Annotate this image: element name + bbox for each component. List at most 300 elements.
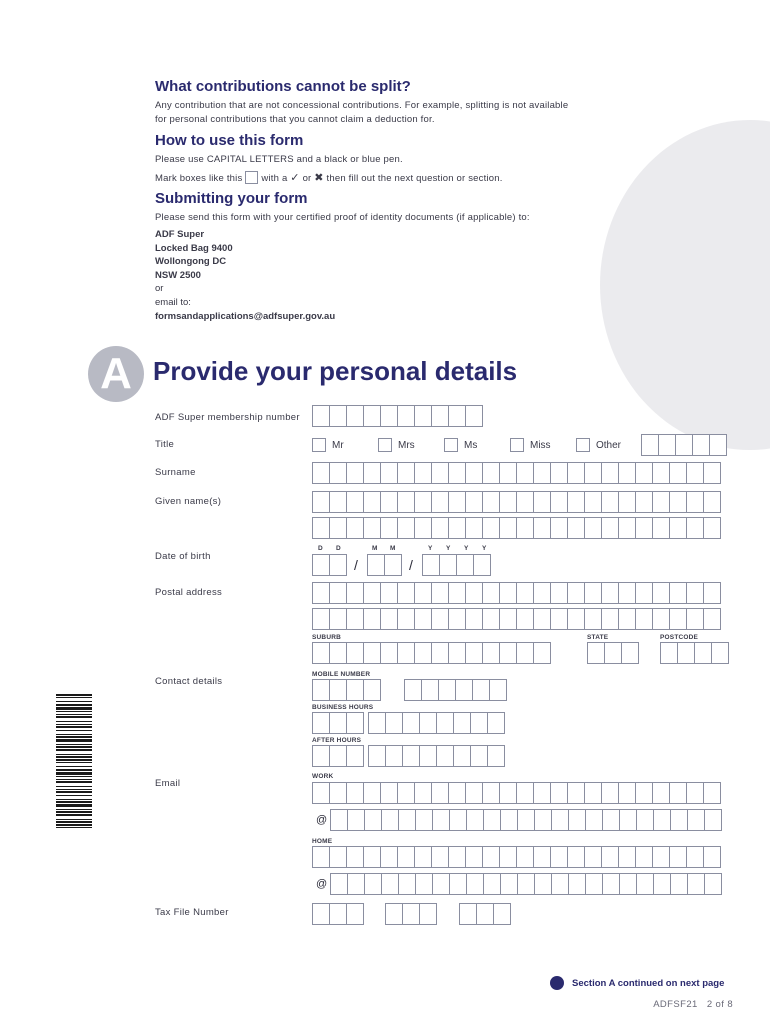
- char-box[interactable]: [533, 517, 551, 539]
- title-option-miss[interactable]: [510, 438, 551, 452]
- char-box[interactable]: [432, 809, 450, 831]
- char-box[interactable]: [692, 434, 710, 456]
- char-box[interactable]: [414, 642, 432, 664]
- char-box[interactable]: [431, 846, 449, 868]
- title-checkbox[interactable]: [378, 438, 392, 452]
- char-box[interactable]: [346, 679, 364, 701]
- char-box[interactable]: [533, 608, 551, 630]
- char-box[interactable]: [687, 809, 705, 831]
- home-email-input-1[interactable]: [312, 846, 721, 868]
- char-box[interactable]: [385, 712, 403, 734]
- char-box[interactable]: [329, 462, 347, 484]
- suburb-input[interactable]: [312, 642, 551, 664]
- char-box[interactable]: [419, 745, 437, 767]
- char-box[interactable]: [363, 642, 381, 664]
- char-box[interactable]: [381, 873, 399, 895]
- char-box[interactable]: [385, 745, 403, 767]
- char-box[interactable]: [636, 809, 654, 831]
- char-box[interactable]: [621, 642, 639, 664]
- char-box[interactable]: [414, 846, 432, 868]
- char-box[interactable]: [384, 554, 402, 576]
- char-box[interactable]: [516, 782, 534, 804]
- char-box[interactable]: [669, 462, 687, 484]
- char-box[interactable]: [381, 809, 399, 831]
- char-box[interactable]: [414, 405, 432, 427]
- char-box[interactable]: [499, 846, 517, 868]
- char-box[interactable]: [686, 582, 704, 604]
- char-box[interactable]: [482, 582, 500, 604]
- char-box[interactable]: [658, 434, 676, 456]
- char-box[interactable]: [346, 642, 364, 664]
- char-box[interactable]: [567, 608, 585, 630]
- char-box[interactable]: [652, 491, 670, 513]
- char-box[interactable]: [402, 745, 420, 767]
- title-checkbox[interactable]: [312, 438, 326, 452]
- char-box[interactable]: [669, 782, 687, 804]
- char-box[interactable]: [465, 642, 483, 664]
- char-box[interactable]: [397, 608, 415, 630]
- char-box[interactable]: [584, 491, 602, 513]
- char-box[interactable]: [584, 608, 602, 630]
- char-box[interactable]: [312, 554, 330, 576]
- char-box[interactable]: [618, 846, 636, 868]
- char-box[interactable]: [499, 608, 517, 630]
- char-box[interactable]: [414, 491, 432, 513]
- char-box[interactable]: [652, 517, 670, 539]
- char-box[interactable]: [703, 491, 721, 513]
- char-box[interactable]: [431, 782, 449, 804]
- char-box[interactable]: [421, 679, 439, 701]
- char-box[interactable]: [499, 582, 517, 604]
- char-box[interactable]: [635, 462, 653, 484]
- char-box[interactable]: [641, 434, 659, 456]
- char-box[interactable]: [635, 517, 653, 539]
- char-box[interactable]: [703, 517, 721, 539]
- char-box[interactable]: [422, 554, 440, 576]
- title-other-input[interactable]: [641, 434, 727, 456]
- char-box[interactable]: [482, 846, 500, 868]
- char-box[interactable]: [329, 608, 347, 630]
- char-box[interactable]: [601, 517, 619, 539]
- char-box[interactable]: [550, 462, 568, 484]
- char-box[interactable]: [550, 582, 568, 604]
- char-box[interactable]: [455, 679, 473, 701]
- char-box[interactable]: [686, 846, 704, 868]
- char-box[interactable]: [635, 608, 653, 630]
- char-box[interactable]: [487, 712, 505, 734]
- after-hours-area-input[interactable]: [312, 745, 364, 767]
- char-box[interactable]: [660, 642, 678, 664]
- char-box[interactable]: [470, 712, 488, 734]
- char-box[interactable]: [448, 491, 466, 513]
- char-box[interactable]: [602, 873, 620, 895]
- char-box[interactable]: [686, 782, 704, 804]
- char-box[interactable]: [312, 582, 330, 604]
- char-box[interactable]: [431, 642, 449, 664]
- char-box[interactable]: [604, 642, 622, 664]
- char-box[interactable]: [346, 782, 364, 804]
- char-box[interactable]: [368, 712, 386, 734]
- dob-day-input[interactable]: [312, 554, 347, 576]
- char-box[interactable]: [517, 873, 535, 895]
- char-box[interactable]: [397, 642, 415, 664]
- char-box[interactable]: [470, 745, 488, 767]
- char-box[interactable]: [397, 462, 415, 484]
- char-box[interactable]: [694, 642, 712, 664]
- membership-number-input[interactable]: [312, 405, 483, 427]
- char-box[interactable]: [585, 809, 603, 831]
- char-box[interactable]: [347, 873, 365, 895]
- char-box[interactable]: [465, 517, 483, 539]
- char-box[interactable]: [380, 517, 398, 539]
- char-box[interactable]: [653, 809, 671, 831]
- char-box[interactable]: [363, 405, 381, 427]
- char-box[interactable]: [516, 846, 534, 868]
- char-box[interactable]: [448, 782, 466, 804]
- char-box[interactable]: [669, 517, 687, 539]
- char-box[interactable]: [551, 873, 569, 895]
- work-email-input-1[interactable]: [312, 782, 721, 804]
- char-box[interactable]: [669, 608, 687, 630]
- char-box[interactable]: [436, 712, 454, 734]
- char-box[interactable]: [533, 846, 551, 868]
- title-checkbox[interactable]: [444, 438, 458, 452]
- char-box[interactable]: [431, 517, 449, 539]
- char-box[interactable]: [364, 809, 382, 831]
- char-box[interactable]: [533, 582, 551, 604]
- char-box[interactable]: [367, 554, 385, 576]
- given-names-input-1[interactable]: [312, 491, 721, 513]
- char-box[interactable]: [652, 846, 670, 868]
- char-box[interactable]: [380, 491, 398, 513]
- char-box[interactable]: [414, 462, 432, 484]
- title-option-other[interactable]: [576, 438, 621, 452]
- char-box[interactable]: [363, 582, 381, 604]
- char-box[interactable]: [312, 491, 330, 513]
- char-box[interactable]: [618, 582, 636, 604]
- char-box[interactable]: [687, 873, 705, 895]
- char-box[interactable]: [459, 903, 477, 925]
- char-box[interactable]: [438, 679, 456, 701]
- char-box[interactable]: [414, 582, 432, 604]
- char-box[interactable]: [329, 846, 347, 868]
- char-box[interactable]: [516, 491, 534, 513]
- char-box[interactable]: [312, 517, 330, 539]
- char-box[interactable]: [567, 846, 585, 868]
- char-box[interactable]: [636, 873, 654, 895]
- char-box[interactable]: [368, 745, 386, 767]
- char-box[interactable]: [482, 642, 500, 664]
- char-box[interactable]: [533, 642, 551, 664]
- char-box[interactable]: [601, 491, 619, 513]
- char-box[interactable]: [618, 608, 636, 630]
- char-box[interactable]: [397, 782, 415, 804]
- char-box[interactable]: [618, 462, 636, 484]
- char-box[interactable]: [312, 642, 330, 664]
- char-box[interactable]: [329, 745, 347, 767]
- char-box[interactable]: [568, 809, 586, 831]
- char-box[interactable]: [473, 554, 491, 576]
- char-box[interactable]: [652, 462, 670, 484]
- char-box[interactable]: [329, 405, 347, 427]
- tfn-input-3[interactable]: [459, 903, 511, 925]
- char-box[interactable]: [601, 608, 619, 630]
- char-box[interactable]: [380, 462, 398, 484]
- char-box[interactable]: [312, 462, 330, 484]
- business-area-input[interactable]: [312, 712, 364, 734]
- dob-year-input[interactable]: [422, 554, 491, 576]
- char-box[interactable]: [476, 903, 494, 925]
- char-box[interactable]: [465, 491, 483, 513]
- char-box[interactable]: [431, 582, 449, 604]
- char-box[interactable]: [312, 608, 330, 630]
- char-box[interactable]: [346, 608, 364, 630]
- char-box[interactable]: [704, 809, 722, 831]
- char-box[interactable]: [448, 642, 466, 664]
- char-box[interactable]: [584, 462, 602, 484]
- char-box[interactable]: [385, 903, 403, 925]
- char-box[interactable]: [436, 745, 454, 767]
- char-box[interactable]: [419, 712, 437, 734]
- char-box[interactable]: [587, 642, 605, 664]
- tfn-input-1[interactable]: [312, 903, 364, 925]
- char-box[interactable]: [363, 608, 381, 630]
- char-box[interactable]: [704, 873, 722, 895]
- char-box[interactable]: [635, 582, 653, 604]
- char-box[interactable]: [453, 712, 471, 734]
- char-box[interactable]: [431, 405, 449, 427]
- char-box[interactable]: [493, 903, 511, 925]
- char-box[interactable]: [567, 462, 585, 484]
- postcode-input[interactable]: [660, 642, 729, 664]
- char-box[interactable]: [516, 517, 534, 539]
- char-box[interactable]: [329, 679, 347, 701]
- char-box[interactable]: [483, 809, 501, 831]
- char-box[interactable]: [448, 462, 466, 484]
- char-box[interactable]: [500, 873, 518, 895]
- char-box[interactable]: [653, 873, 671, 895]
- char-box[interactable]: [329, 903, 347, 925]
- char-box[interactable]: [380, 582, 398, 604]
- char-box[interactable]: [669, 846, 687, 868]
- char-box[interactable]: [329, 517, 347, 539]
- char-box[interactable]: [703, 462, 721, 484]
- char-box[interactable]: [398, 873, 416, 895]
- char-box[interactable]: [312, 782, 330, 804]
- char-box[interactable]: [346, 462, 364, 484]
- mobile-prefix-input[interactable]: [312, 679, 381, 701]
- char-box[interactable]: [380, 846, 398, 868]
- char-box[interactable]: [709, 434, 727, 456]
- char-box[interactable]: [686, 491, 704, 513]
- char-box[interactable]: [346, 712, 364, 734]
- char-box[interactable]: [703, 846, 721, 868]
- char-box[interactable]: [516, 642, 534, 664]
- char-box[interactable]: [618, 782, 636, 804]
- char-box[interactable]: [533, 782, 551, 804]
- char-box[interactable]: [363, 679, 381, 701]
- char-box[interactable]: [397, 491, 415, 513]
- char-box[interactable]: [567, 782, 585, 804]
- title-option-ms[interactable]: [444, 438, 477, 452]
- char-box[interactable]: [500, 809, 518, 831]
- char-box[interactable]: [550, 782, 568, 804]
- char-box[interactable]: [448, 405, 466, 427]
- char-box[interactable]: [482, 517, 500, 539]
- char-box[interactable]: [482, 782, 500, 804]
- char-box[interactable]: [482, 491, 500, 513]
- business-number-input[interactable]: [368, 712, 505, 734]
- char-box[interactable]: [601, 582, 619, 604]
- char-box[interactable]: [465, 405, 483, 427]
- char-box[interactable]: [432, 873, 450, 895]
- char-box[interactable]: [584, 782, 602, 804]
- char-box[interactable]: [534, 873, 552, 895]
- char-box[interactable]: [619, 809, 637, 831]
- char-box[interactable]: [601, 846, 619, 868]
- char-box[interactable]: [686, 517, 704, 539]
- char-box[interactable]: [466, 809, 484, 831]
- char-box[interactable]: [329, 582, 347, 604]
- char-box[interactable]: [448, 846, 466, 868]
- char-box[interactable]: [567, 517, 585, 539]
- char-box[interactable]: [482, 462, 500, 484]
- char-box[interactable]: [466, 873, 484, 895]
- char-box[interactable]: [346, 903, 364, 925]
- char-box[interactable]: [363, 462, 381, 484]
- char-box[interactable]: [449, 873, 467, 895]
- char-box[interactable]: [347, 809, 365, 831]
- char-box[interactable]: [601, 782, 619, 804]
- char-box[interactable]: [482, 608, 500, 630]
- char-box[interactable]: [533, 462, 551, 484]
- dob-month-input[interactable]: [367, 554, 402, 576]
- char-box[interactable]: [703, 582, 721, 604]
- char-box[interactable]: [415, 873, 433, 895]
- char-box[interactable]: [380, 782, 398, 804]
- char-box[interactable]: [567, 491, 585, 513]
- char-box[interactable]: [550, 491, 568, 513]
- char-box[interactable]: [414, 782, 432, 804]
- title-option-mrs[interactable]: [378, 438, 415, 452]
- char-box[interactable]: [703, 782, 721, 804]
- char-box[interactable]: [584, 846, 602, 868]
- char-box[interactable]: [415, 809, 433, 831]
- char-box[interactable]: [618, 517, 636, 539]
- char-box[interactable]: [363, 517, 381, 539]
- char-box[interactable]: [584, 517, 602, 539]
- given-names-input-2[interactable]: [312, 517, 721, 539]
- char-box[interactable]: [380, 405, 398, 427]
- surname-input[interactable]: [312, 462, 721, 484]
- char-box[interactable]: [465, 782, 483, 804]
- char-box[interactable]: [619, 873, 637, 895]
- char-box[interactable]: [364, 873, 382, 895]
- char-box[interactable]: [380, 608, 398, 630]
- char-box[interactable]: [675, 434, 693, 456]
- char-box[interactable]: [312, 712, 330, 734]
- char-box[interactable]: [567, 582, 585, 604]
- char-box[interactable]: [402, 903, 420, 925]
- char-box[interactable]: [516, 608, 534, 630]
- char-box[interactable]: [330, 873, 348, 895]
- char-box[interactable]: [453, 745, 471, 767]
- char-box[interactable]: [635, 846, 653, 868]
- char-box[interactable]: [516, 582, 534, 604]
- char-box[interactable]: [312, 679, 330, 701]
- home-email-input-2[interactable]: [330, 873, 722, 895]
- char-box[interactable]: [465, 608, 483, 630]
- char-box[interactable]: [346, 405, 364, 427]
- char-box[interactable]: [439, 554, 457, 576]
- char-box[interactable]: [456, 554, 474, 576]
- char-box[interactable]: [652, 608, 670, 630]
- char-box[interactable]: [363, 782, 381, 804]
- char-box[interactable]: [487, 745, 505, 767]
- char-box[interactable]: [397, 517, 415, 539]
- mobile-number-input[interactable]: [404, 679, 507, 701]
- char-box[interactable]: [550, 608, 568, 630]
- char-box[interactable]: [329, 491, 347, 513]
- char-box[interactable]: [431, 462, 449, 484]
- char-box[interactable]: [419, 903, 437, 925]
- char-box[interactable]: [312, 903, 330, 925]
- char-box[interactable]: [489, 679, 507, 701]
- char-box[interactable]: [448, 608, 466, 630]
- char-box[interactable]: [431, 608, 449, 630]
- char-box[interactable]: [483, 873, 501, 895]
- char-box[interactable]: [380, 642, 398, 664]
- char-box[interactable]: [346, 846, 364, 868]
- char-box[interactable]: [635, 491, 653, 513]
- char-box[interactable]: [329, 554, 347, 576]
- char-box[interactable]: [568, 873, 586, 895]
- char-box[interactable]: [398, 809, 416, 831]
- char-box[interactable]: [677, 642, 695, 664]
- char-box[interactable]: [533, 491, 551, 513]
- char-box[interactable]: [499, 491, 517, 513]
- postal-address-input-1[interactable]: [312, 582, 721, 604]
- char-box[interactable]: [329, 712, 347, 734]
- char-box[interactable]: [652, 782, 670, 804]
- title-option-mr[interactable]: [312, 438, 344, 452]
- char-box[interactable]: [402, 712, 420, 734]
- char-box[interactable]: [618, 491, 636, 513]
- char-box[interactable]: [397, 582, 415, 604]
- title-checkbox[interactable]: [576, 438, 590, 452]
- char-box[interactable]: [635, 782, 653, 804]
- char-box[interactable]: [602, 809, 620, 831]
- after-hours-number-input[interactable]: [368, 745, 505, 767]
- char-box[interactable]: [584, 582, 602, 604]
- char-box[interactable]: [312, 405, 330, 427]
- char-box[interactable]: [404, 679, 422, 701]
- char-box[interactable]: [346, 582, 364, 604]
- title-checkbox[interactable]: [510, 438, 524, 452]
- char-box[interactable]: [670, 873, 688, 895]
- char-box[interactable]: [312, 745, 330, 767]
- char-box[interactable]: [397, 405, 415, 427]
- char-box[interactable]: [329, 642, 347, 664]
- char-box[interactable]: [448, 582, 466, 604]
- char-box[interactable]: [499, 462, 517, 484]
- char-box[interactable]: [346, 517, 364, 539]
- char-box[interactable]: [330, 809, 348, 831]
- char-box[interactable]: [397, 846, 415, 868]
- char-box[interactable]: [516, 462, 534, 484]
- char-box[interactable]: [363, 846, 381, 868]
- char-box[interactable]: [346, 745, 364, 767]
